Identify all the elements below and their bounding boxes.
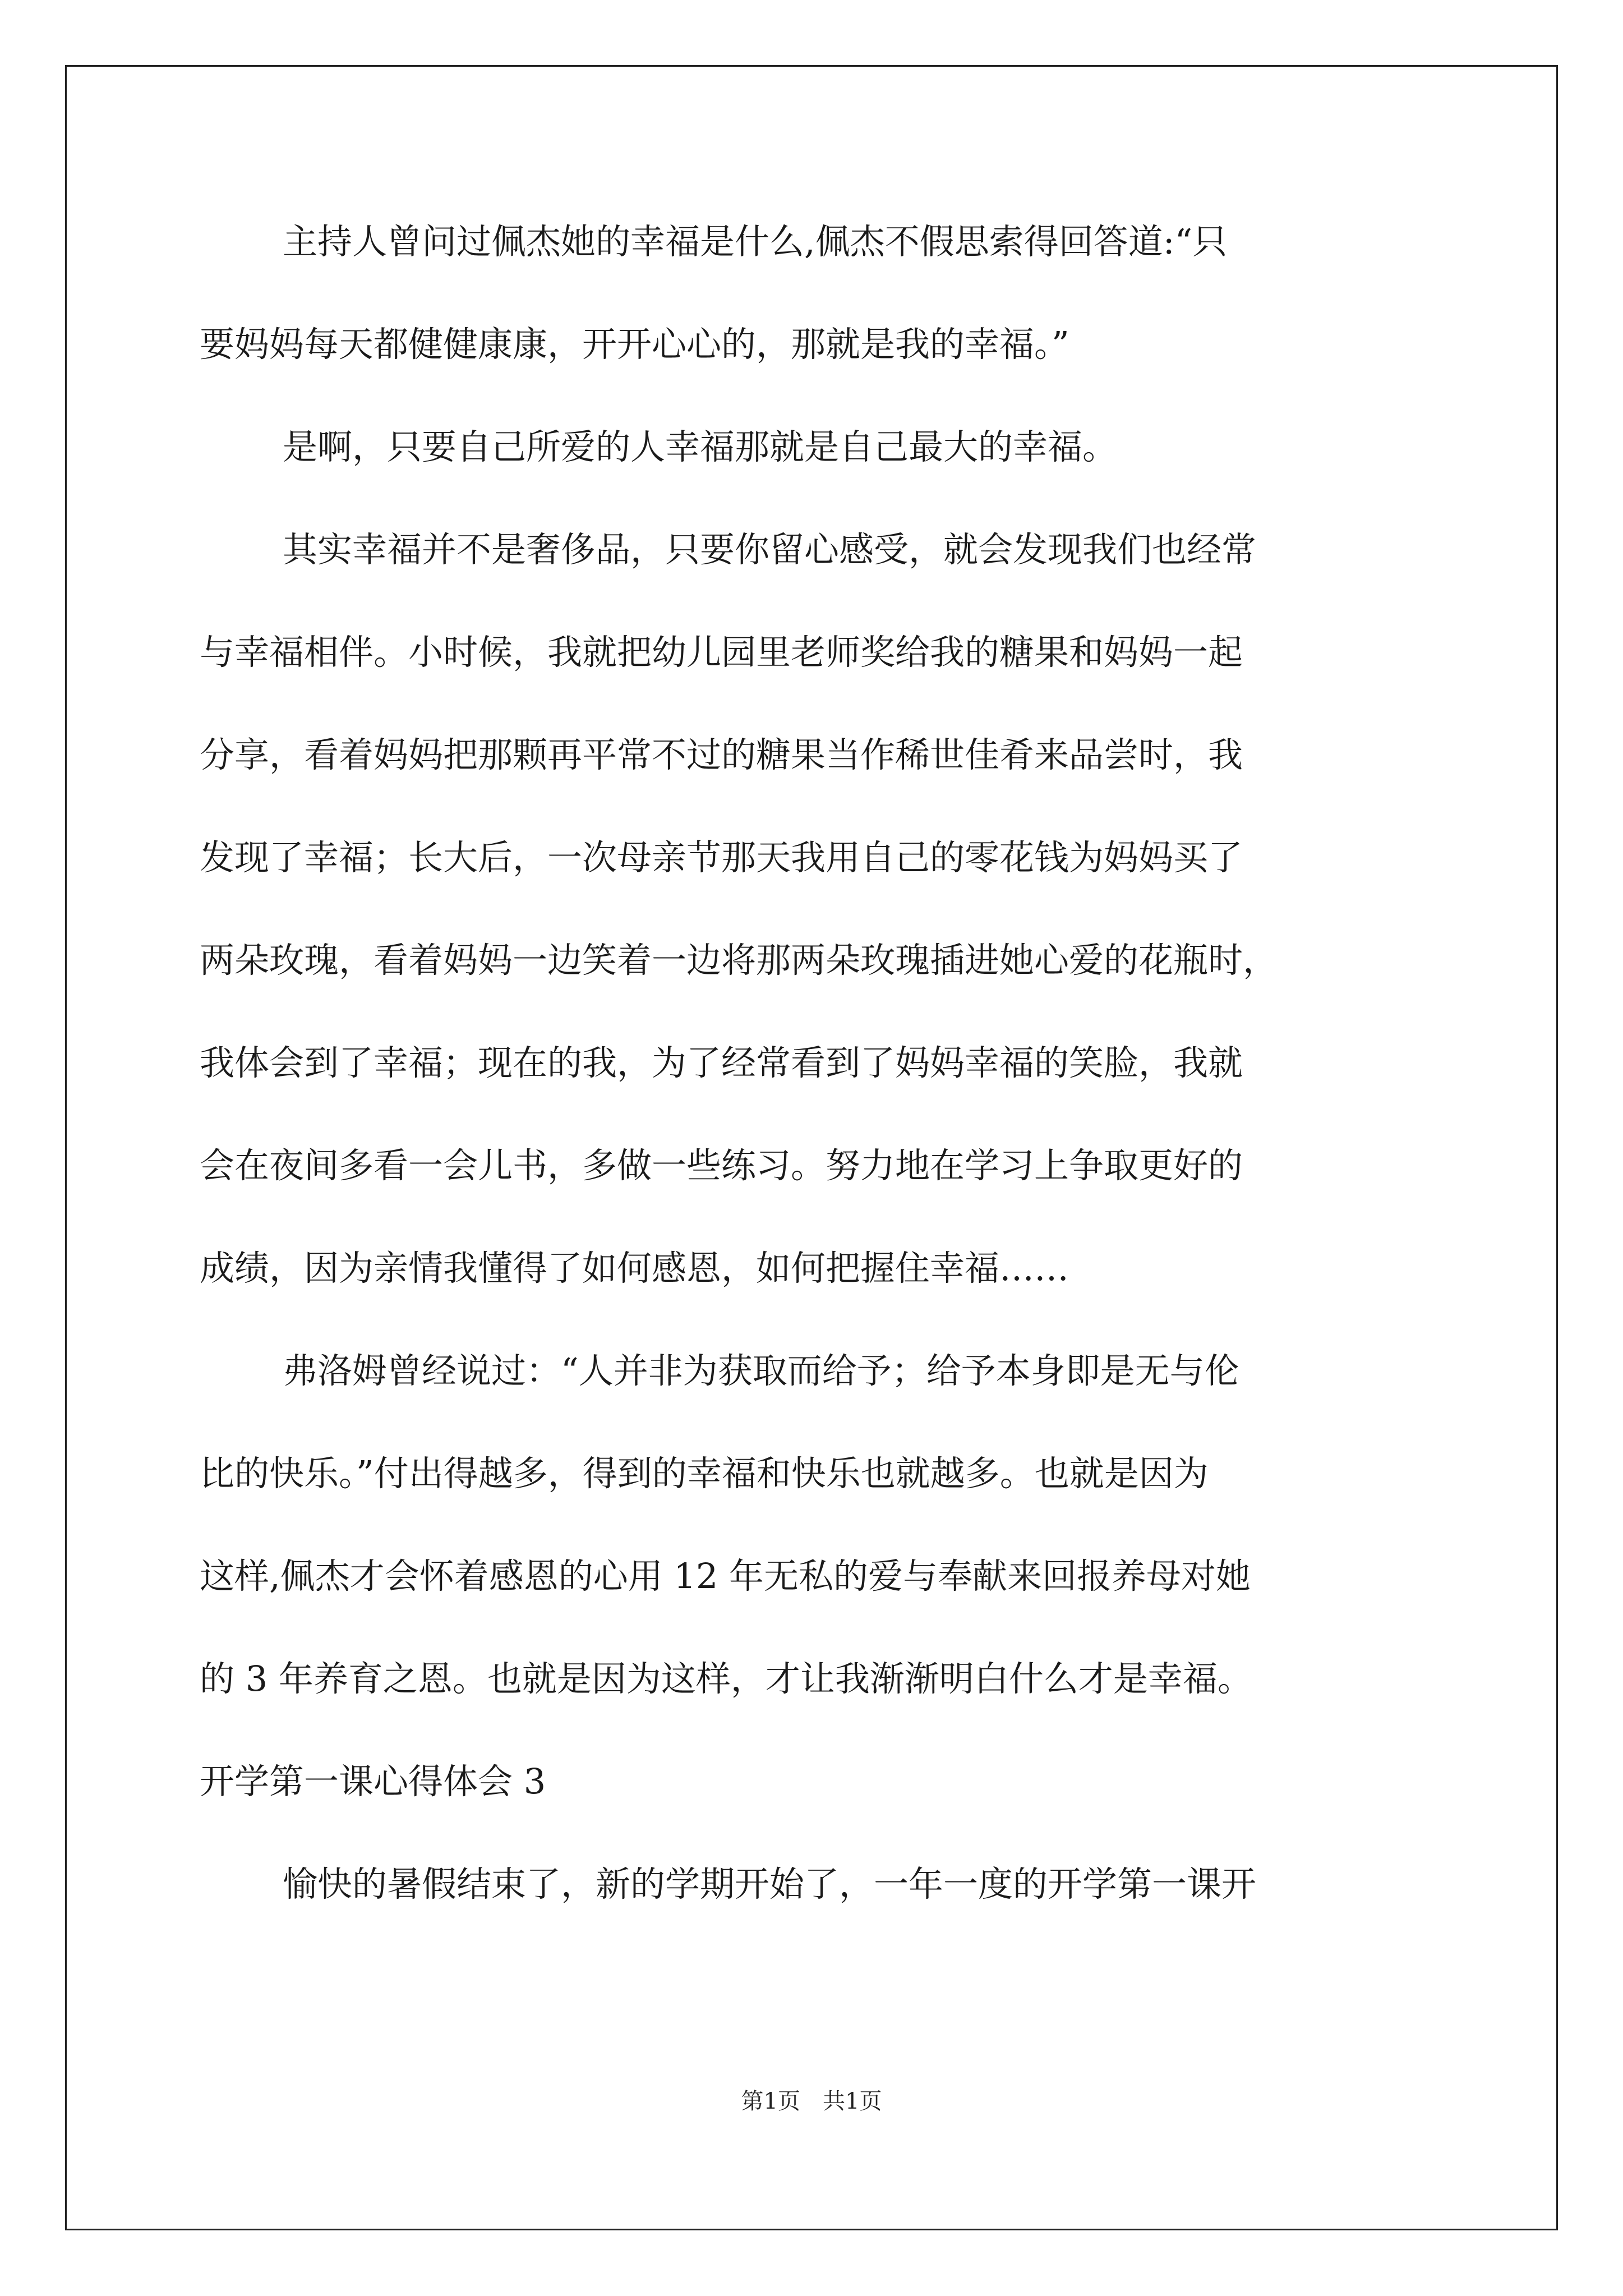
paragraph-line: 我体会到了幸福；现在的我，为了经常看到了妈妈幸福的笑脸，我就 bbox=[200, 1042, 1243, 1083]
paragraph-line: 愉快的暑假结束了，新的学期开始了，一年一度的开学第一课开 bbox=[283, 1864, 1257, 1904]
paragraph-line: 的 3 年养育之恩。也就是因为这样，才让我渐渐明白什么才是幸福。 bbox=[200, 1658, 1252, 1699]
paragraph-line: 分享，看着妈妈把那颗再平常不过的糖果当作稀世佳肴来品尝时，我 bbox=[200, 734, 1243, 775]
document-body bbox=[200, 219, 1428, 1964]
paragraph-line: 成绩，因为亲情我懂得了如何感恩，如何把握住幸福…… bbox=[200, 1248, 1069, 1289]
paragraph-line: 与幸福相伴。小时候，我就把幼儿园里老师奖给我的糖果和妈妈一起 bbox=[200, 632, 1243, 673]
paragraph-line: 这样,佩杰才会怀着感恩的心用 12 年无私的爱与奉献来回报养母对她 bbox=[200, 1556, 1251, 1596]
page-number-footer: 第1页 共1页 bbox=[741, 2088, 882, 2114]
paragraph-line: 要妈妈每天都健健康康，开开心心的，那就是我的幸福。” bbox=[200, 324, 1069, 365]
paragraph-line: 主持人曾问过佩杰她的幸福是什么,佩杰不假思索得回答道:“只 bbox=[283, 221, 1228, 262]
paragraph-line: 两朵玫瑰，看着妈妈一边笑着一边将那两朵玫瑰插进她心爱的花瓶时， bbox=[200, 940, 1278, 981]
paragraph-line: 其实幸福并不是奢侈品，只要你留心感受，就会发现我们也经常 bbox=[283, 529, 1257, 570]
paragraph-line: 会在夜间多看一会儿书，多做一些练习。努力地在学习上争取更好的 bbox=[200, 1145, 1243, 1186]
section-heading: 开学第一课心得体会 3 bbox=[200, 1761, 546, 1802]
paragraph-line: 弗洛姆曾经说过：“人并非为获取而给予；给予本身即是无与伦 bbox=[283, 1350, 1239, 1391]
paragraph-line: 发现了幸福；长大后，一次母亲节那天我用自己的零花钱为妈妈买了 bbox=[200, 837, 1243, 878]
paragraph-line: 是啊，只要自己所爱的人幸福那就是自己最大的幸福。 bbox=[283, 426, 1118, 467]
paragraph-line: 比的快乐。”付出得越多，得到的幸福和快乐也就越多。也就是因为 bbox=[200, 1453, 1209, 1494]
